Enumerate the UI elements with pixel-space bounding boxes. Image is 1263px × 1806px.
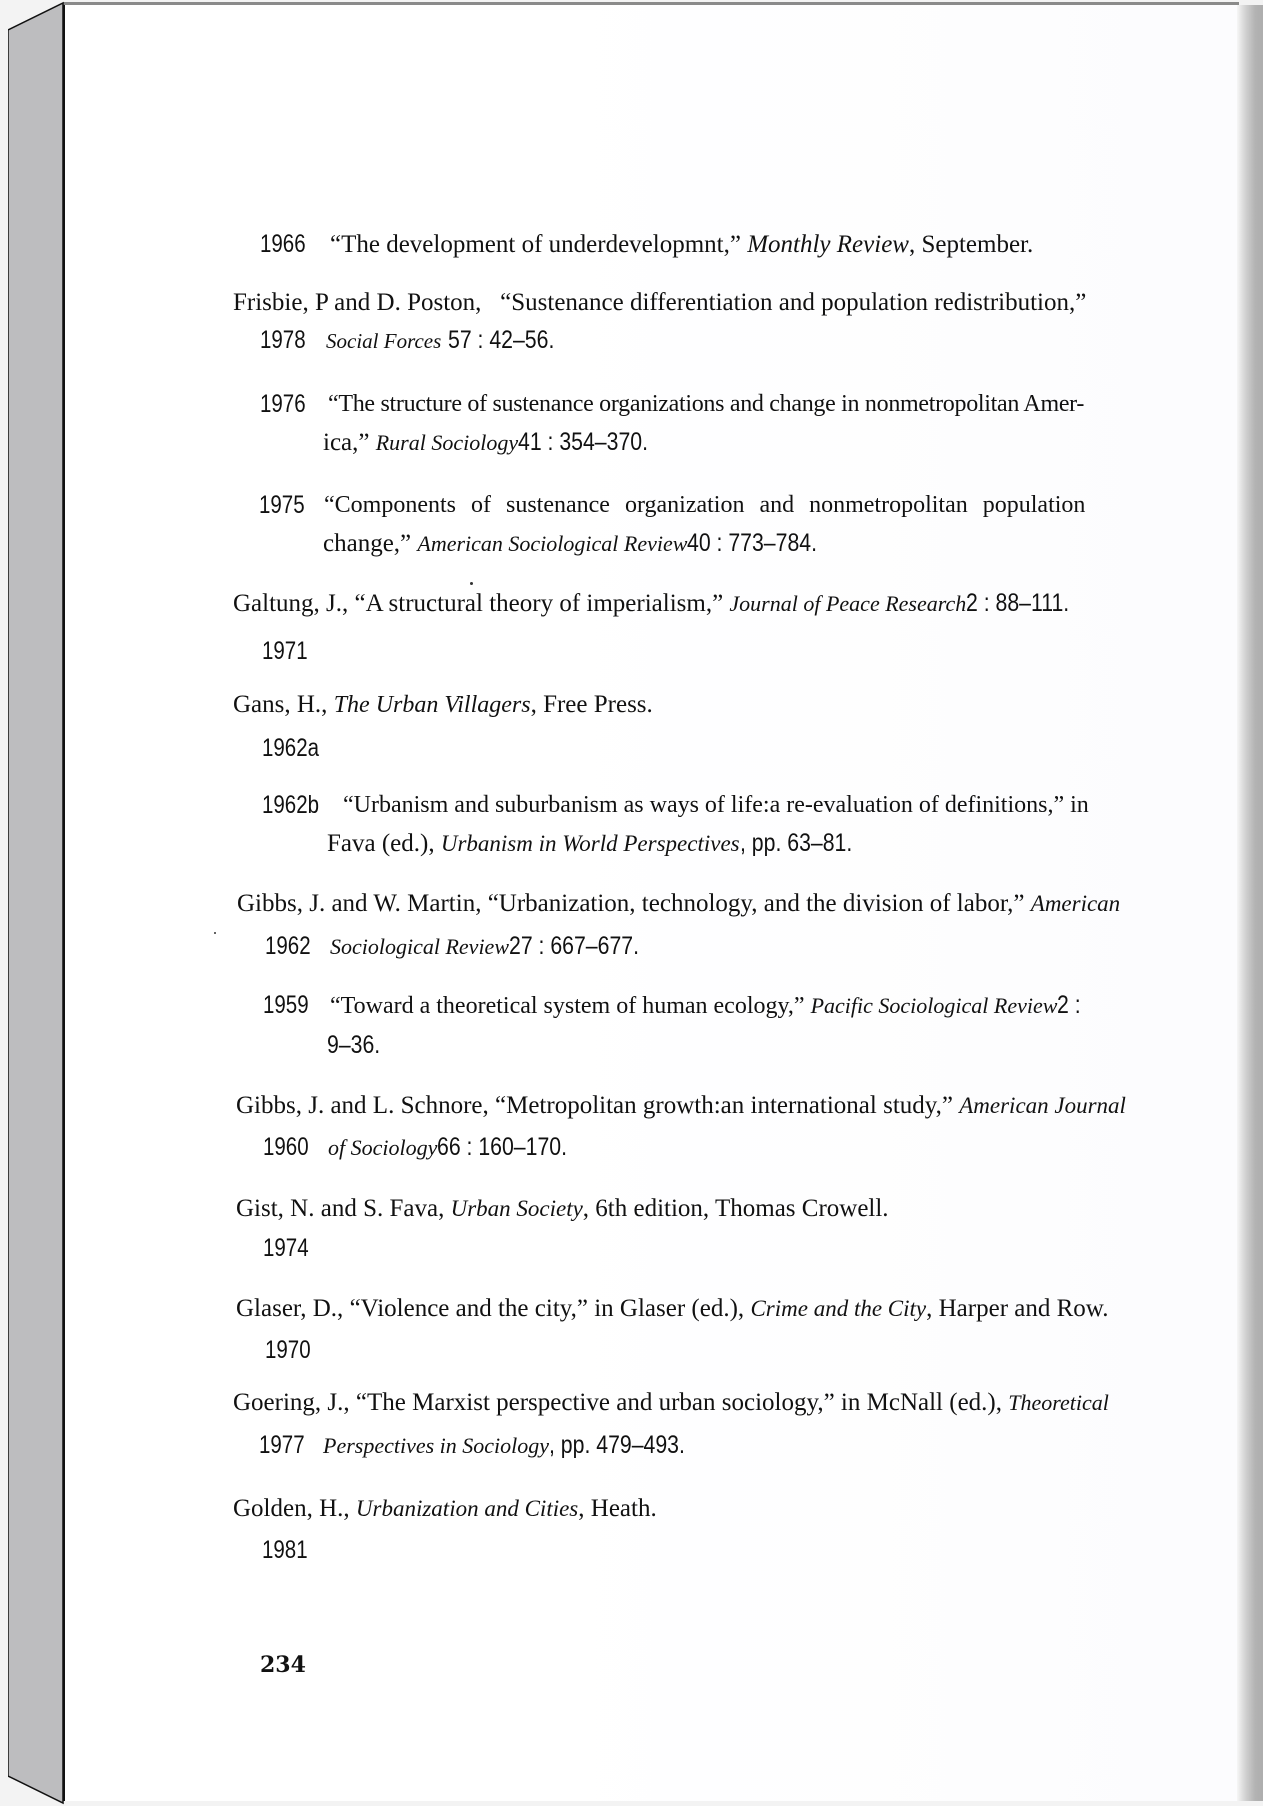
ref-title: change,”: [323, 530, 418, 557]
ref-year: 1962: [265, 932, 311, 960]
ref-journal: American: [1030, 891, 1121, 916]
ref-text: [323, 430, 671, 455]
ref-title: “Urbanization, technology, and the division of labor,”: [487, 890, 1031, 917]
ref-year: 1962a: [262, 734, 320, 762]
ref-text: [330, 232, 1033, 257]
ref-journal: Urban Society: [450, 1196, 583, 1221]
ref-year: 1960: [263, 1133, 309, 1161]
book-spine: [8, 0, 64, 1806]
scan-speck: [470, 582, 473, 585]
ref-journal: Urbanism in World Perspectives: [440, 831, 740, 856]
ref-year: 1978: [260, 326, 306, 354]
ref-author: Gibbs, J. and W. Martin,: [237, 890, 488, 917]
ref-journal: The Urban Villagers: [333, 692, 531, 718]
ref-title: “The development of underdevelopmnt,”: [330, 231, 748, 258]
ref-year: 1976: [260, 390, 306, 418]
ref-year: 1970: [265, 1336, 311, 1364]
ref-year: 1977: [259, 1431, 305, 1459]
ref-journal: Sociological Review: [330, 934, 509, 959]
ref-text: [233, 1496, 657, 1521]
ref-text: [330, 934, 662, 959]
ref-cite: 66 : 160–170.: [437, 1133, 568, 1161]
ref-text: [233, 1390, 1109, 1415]
ref-author: Galtung, J.,: [233, 590, 355, 617]
ref-year: 1975: [259, 491, 305, 519]
ref-author: Gans, H.,: [233, 691, 334, 718]
ref-journal: of Sociology: [328, 1135, 438, 1160]
page-edge-shadow: [1237, 5, 1263, 1801]
ref-year: 1974: [263, 1234, 309, 1262]
ref-text: [323, 1433, 709, 1458]
ref-title: “Sustenance differentiation and population redistribution,”: [500, 289, 1087, 316]
ref-cite: 57 : 42–56.: [447, 326, 554, 354]
ref-cite: , September.: [908, 231, 1034, 258]
ref-title: “Metropolitan growth:an international study,”: [495, 1092, 960, 1119]
page-number: 234: [260, 1652, 306, 1678]
ref-cite: , pp. 479–493.: [549, 1431, 685, 1459]
ref-text: [323, 531, 840, 556]
ref-year: 1981: [262, 1536, 308, 1564]
ref-text: [236, 1296, 1108, 1321]
ref-text: [236, 1196, 889, 1221]
ref-cite: 27 : 667–677.: [509, 932, 639, 960]
ref-journal: Rural Sociology: [375, 430, 519, 455]
ref-author: Frisbie, P and D. Poston,: [233, 289, 482, 316]
ref-cite: , Free Press.: [530, 691, 653, 718]
ref-year: 1962b: [262, 791, 320, 819]
ref-cite: , Harper and Row.: [926, 1295, 1109, 1322]
ref-journal: Monthly Review: [747, 231, 909, 258]
ref-text: [326, 328, 573, 353]
ref-year: 1959: [263, 991, 309, 1019]
ref-cite: 40 : 773–784.: [687, 529, 818, 557]
ref-title: Fava (ed.),: [327, 830, 441, 857]
ref-title: “The Marxist perspective and urban sociology,” in McNall (ed.),: [355, 1389, 1009, 1416]
ref-title: “Violence and the city,” in Glaser (ed.),: [349, 1295, 751, 1322]
ref-text: [327, 1033, 390, 1058]
scan-speck: [214, 932, 216, 934]
ref-author: Gibbs, J. and L. Schnore,: [236, 1092, 495, 1119]
ref-author-line: [233, 290, 1086, 315]
ref-text: “Components of sustenance organization and nonmetropolitan population: [324, 492, 1086, 518]
ref-journal: Journal of Peace Research: [729, 591, 967, 616]
ref-text: [327, 831, 872, 856]
ref-author: Goering, J.,: [233, 1389, 356, 1416]
ref-cite: 41 : 354–370.: [518, 428, 649, 456]
ref-journal: American Journal: [959, 1093, 1126, 1118]
ref-text: [233, 692, 653, 717]
ref-journal: Crime and the City: [750, 1296, 927, 1321]
ref-author: Gist, N. and S. Fava,: [236, 1195, 451, 1222]
ref-journal: Perspectives in Sociology: [323, 1433, 550, 1458]
ref-text: [237, 891, 1120, 916]
ref-text: “The structure of sustenance organizations and change in nonmetropolitan Amer-: [328, 391, 1085, 417]
ref-title: “Toward a theoretical system of human ecology,”: [330, 993, 811, 1019]
ref-journal: Urbanization and Cities: [355, 1496, 579, 1521]
ref-cite: , 6th edition, Thomas Crowell.: [582, 1195, 889, 1222]
ref-text: “Urbanism and suburbanism as ways of life:a re-evaluation of definitions,” in: [343, 792, 1089, 818]
ref-cite: 9–36.: [327, 1031, 381, 1059]
ref-cite: , Heath.: [578, 1495, 657, 1522]
ref-author: Glaser, D.,: [236, 1295, 350, 1322]
ref-text: [236, 1093, 1126, 1118]
ref-year: 1971: [262, 637, 308, 665]
ref-cite: 2 : 88–111.: [966, 589, 1070, 617]
ref-text: [233, 591, 1088, 616]
ref-year: 1966: [260, 230, 306, 258]
ref-journal: Social Forces: [326, 329, 442, 353]
ref-journal: Theoretical: [1008, 1390, 1109, 1415]
ref-title: ica,”: [323, 429, 376, 456]
ref-journal: American Sociological Review: [417, 531, 688, 556]
ref-author: Golden, H.,: [233, 1495, 356, 1522]
ref-title: “A structural theory of imperialism,”: [354, 590, 730, 617]
ref-cite: 2 :: [1057, 991, 1082, 1019]
ref-cite: , pp. 63–81.: [739, 829, 852, 857]
ref-text: [328, 1135, 590, 1160]
ref-journal: Pacific Sociological Review: [810, 993, 1058, 1018]
ref-text: [330, 993, 1085, 1018]
